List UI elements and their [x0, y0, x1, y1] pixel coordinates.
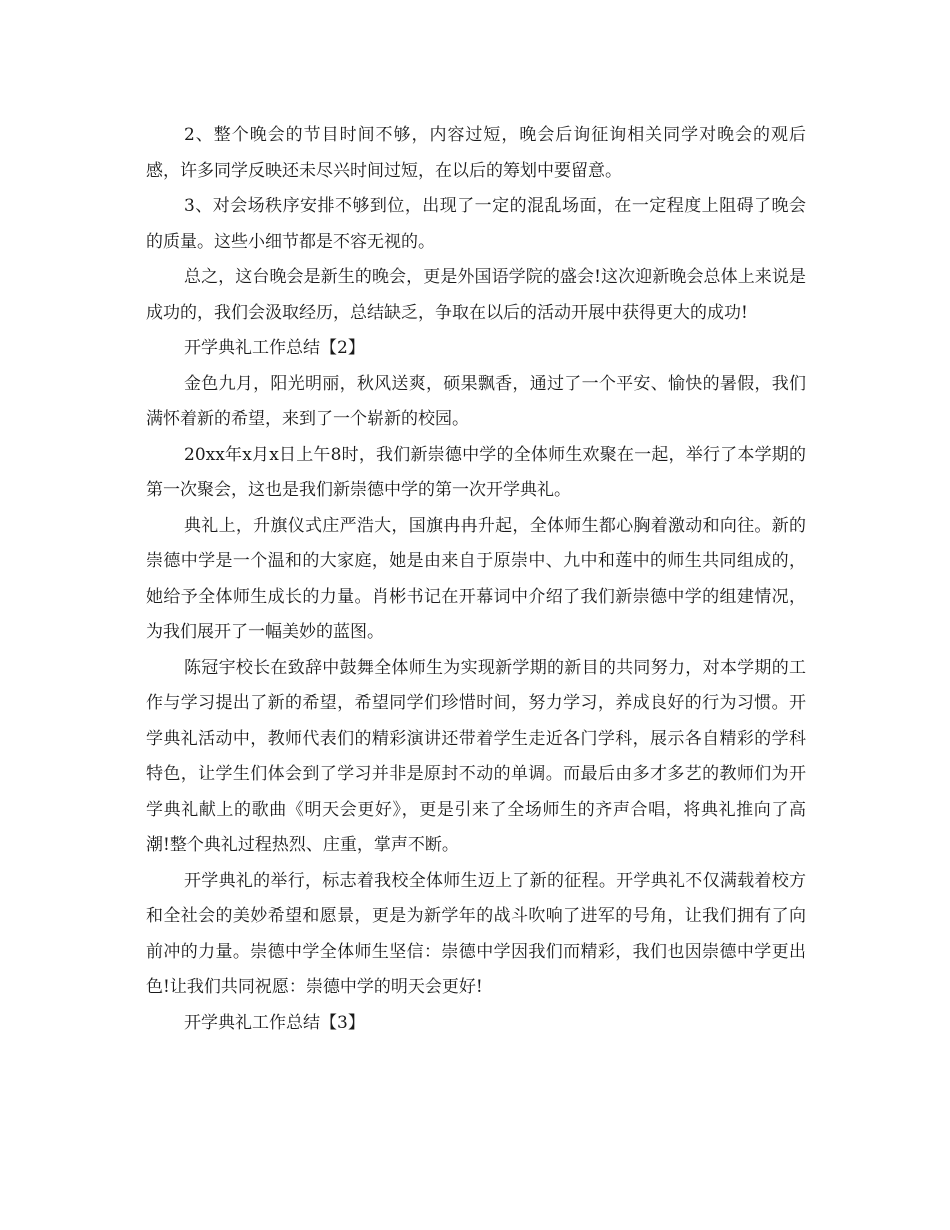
section-heading-3: 开学典礼工作总结【3】: [184, 1012, 365, 1033]
paragraph-venue-order: 3、对会场秩序安排不够到位，出现了一定的混乱场面，在一定程度上阻碍了晚会的质量。这些小细节都是不容无视的。: [146, 196, 806, 252]
paragraph-flag-raising: 典礼上，升旗仪式庄严浩大，国旗冉冉升起，全体师生都心胸着激动和向往。新的崇德中学是一个温和的大家庭，她是由来自于原崇中、九中和莲中的师生共同组成的，她给予全体师生成长的力量。肖彬书记在开幕词中介绍了我们新崇德中学的组建情况，为我们展开了一幅美妙的蓝图。: [146, 515, 806, 642]
paragraph-evening-conclusion: 总之，这台晚会是新生的晚会，更是外国语学院的盛会!这次迎新晚会总体上来说是成功的，我们会汲取经历，总结缺乏，争取在以后的活动开展中获得更大的成功!: [146, 267, 806, 323]
paragraph-new-journey: 开学典礼的举行，标志着我校全体师生迈上了新的征程。开学典礼不仅满载着校方和全社会的美妙希望和愿景，更是为新学年的战斗吹响了进军的号角，让我们拥有了向前冲的力量。崇德中学全体师生坚信：崇德中学因我们而精彩，我们也因崇德中学更出色!让我们共同祝愿：崇德中学的明天会更好!: [146, 870, 806, 997]
paragraph-golden-september: 金色九月，阳光明丽，秋风送爽，硕果飘香，通过了一个平安、愉快的暑假，我们满怀着新的希望，来到了一个崭新的校园。: [146, 373, 806, 429]
document-page: [146, 118, 806, 1041]
paragraph-ceremony-date: 20xx年x月x日上午8时，我们新崇德中学的全体师生欢聚在一起，举行了本学期的第一次聚会，这也是我们新崇德中学的第一次开学典礼。: [146, 444, 806, 500]
section-heading-2: 开学典礼工作总结【2】: [184, 338, 365, 358]
paragraph-evening-program-length: 2、整个晚会的节目时间不够，内容过短，晚会后询征询相关同学对晚会的观后感，许多同学反映还未尽兴时间过短，在以后的筹划中要留意。: [146, 125, 806, 181]
paragraph-principal-speech: 陈冠宇校长在致辞中鼓舞全体师生为实现新学期的新目的共同努力，对本学期的工作与学习提出了新的希望，希望同学们珍惜时间，努力学习，养成良好的行为习惯。开学典礼活动中，教师代表们的精彩演讲还带着学生走近各门学科，展示各自精彩的学科特色，让学生们体会到了学习并非是原封不动的单调。而最后由多才多艺的教师们为开学典礼献上的歌曲《明天会更好》，更是引来了全场师生的齐声合唱，将典礼推向了高潮!整个典礼过程热烈、庄重，掌声不断。: [146, 657, 806, 855]
